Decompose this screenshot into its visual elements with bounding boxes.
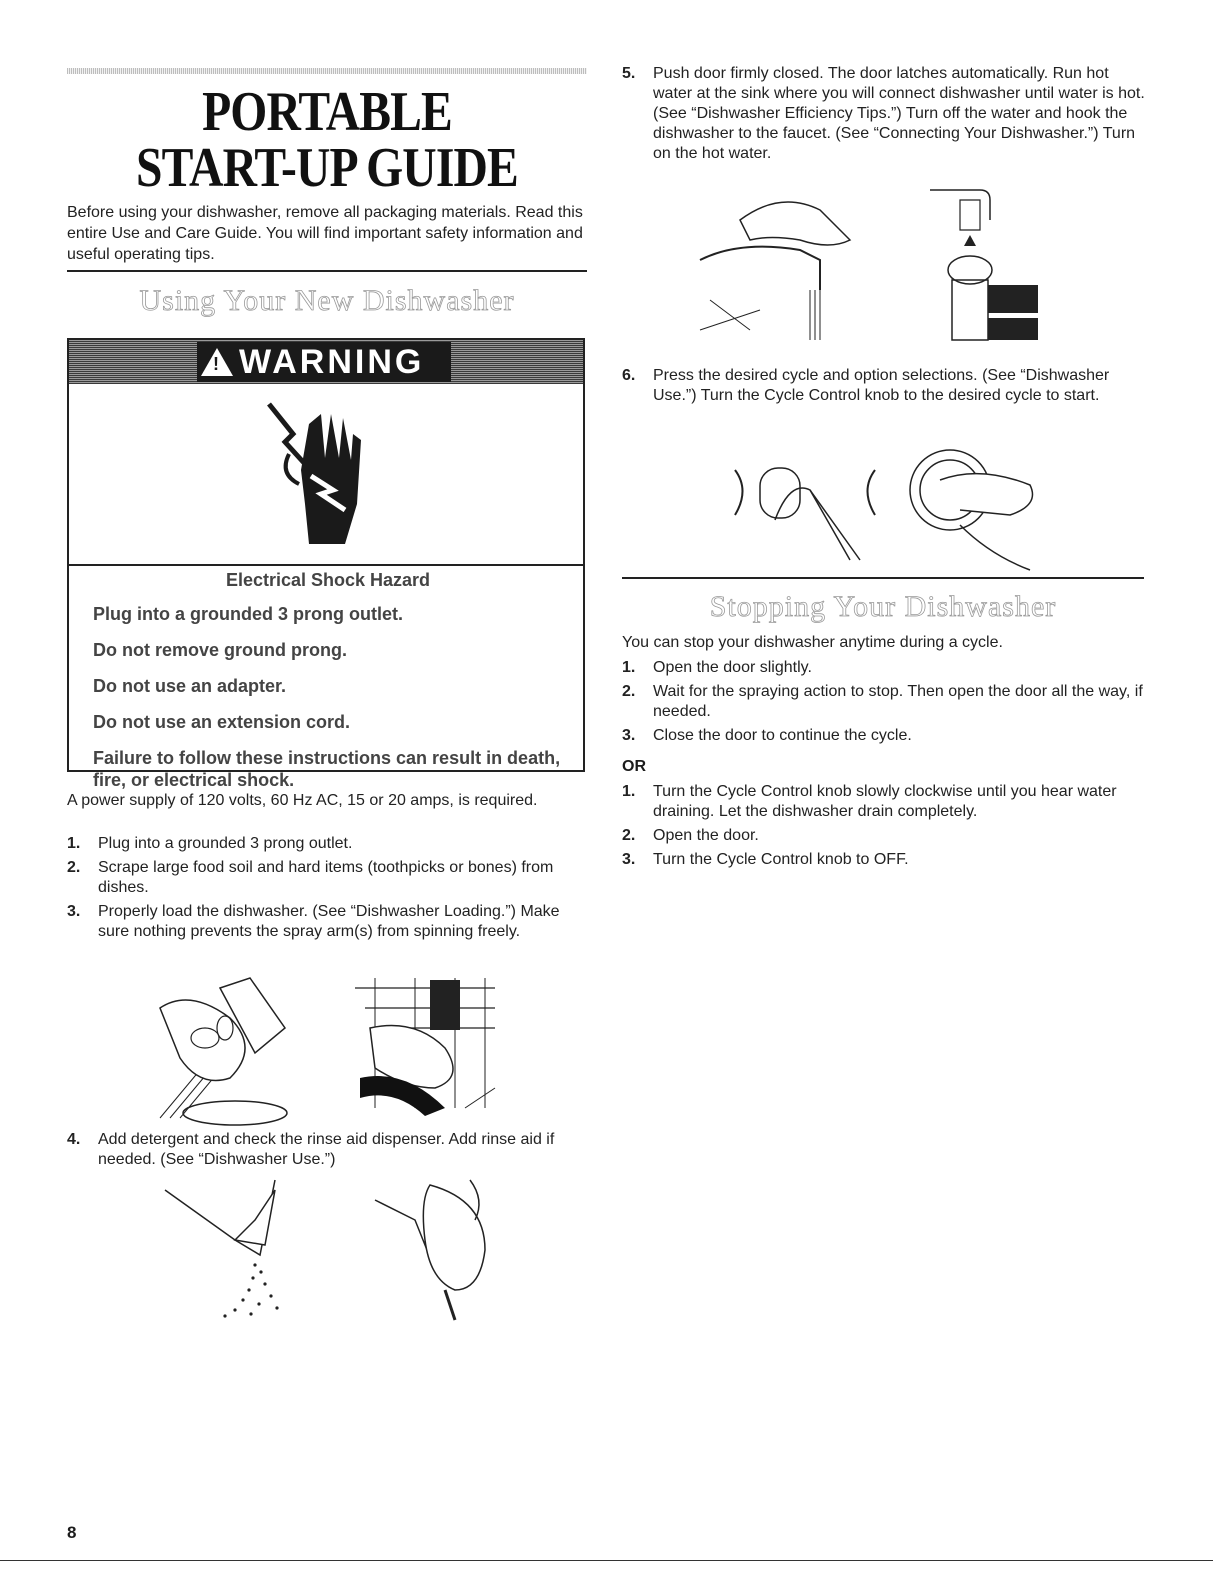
page-number: 8 (67, 1523, 77, 1542)
warning-box (67, 338, 585, 790)
step-text: Turn the Cycle Control knob to OFF. (653, 851, 909, 868)
steps-list-left (67, 834, 587, 946)
step-number: 2. (622, 683, 636, 700)
or-separator: OR (622, 758, 646, 775)
step-text: Wait for the spraying action to stop. Then open the door all the way, if needed. (653, 683, 1143, 720)
step-item (67, 834, 587, 854)
step-number: 1. (622, 783, 636, 800)
step-text: Open the door. (653, 827, 759, 844)
warning-label (197, 342, 451, 382)
page-title (67, 81, 587, 199)
step-number: 6. (622, 367, 636, 384)
step-number: 4. (67, 1131, 81, 1148)
detergent-illustration (165, 1180, 315, 1330)
intro-paragraph: Before using your dishwasher, remove all packaging materials. Read this entire Use and Care Guide. You will find important safety information and useful operating tips. (67, 204, 583, 263)
step-number: 1. (622, 659, 636, 676)
warning-text (93, 566, 563, 805)
step-item (622, 366, 1146, 406)
warning-header (69, 340, 583, 384)
press-cycle-button-illustration (730, 460, 880, 570)
step-item (67, 858, 587, 898)
warning-line: Failure to follow these instructions can result in death, fire, or electrical shock. (93, 748, 561, 790)
step-number: 5. (622, 65, 636, 82)
top-decorative-rule (67, 68, 587, 74)
shock-hazard-icon (249, 394, 389, 554)
title-line-1: PORTABLE (202, 81, 452, 143)
rinse-aid-illustration (375, 1180, 495, 1330)
warning-line: Plug into a grounded 3 prong outlet. (93, 604, 403, 624)
bottom-rule (0, 1560, 1213, 1561)
step-text: Scrape large food soil and hard items (toothpicks or bones) from dishes. (98, 859, 554, 896)
steps-list-right-6 (622, 366, 1146, 410)
load-dishwasher-illustration (355, 968, 505, 1128)
step-item (67, 902, 587, 942)
steps-list-left-4 (67, 1130, 587, 1174)
step-text: Add detergent and check the rinse aid dispenser. Add rinse aid if needed. (See “Dishwasher Use.”) (98, 1131, 555, 1168)
step-number: 3. (67, 903, 81, 920)
step-text: Open the door slightly. (653, 659, 812, 676)
step-item (622, 64, 1146, 164)
scrape-dishes-illustration (150, 968, 290, 1128)
faucet-adapter-illustration (930, 180, 1060, 350)
divider (67, 270, 587, 272)
title-line-2: START-UP GUIDE (136, 137, 518, 199)
step-number: 1. (67, 835, 81, 852)
steps-list-right-5 (622, 64, 1146, 168)
warning-line: Do not remove ground prong. (93, 640, 347, 660)
stopping-steps-a (622, 658, 1146, 750)
step-text: Plug into a grounded 3 prong outlet. (98, 835, 353, 852)
stopping-intro: You can stop your dishwasher anytime during a cycle. (622, 634, 1003, 651)
step-item (622, 726, 1146, 746)
step-number: 3. (622, 851, 636, 868)
turn-knob-illustration (900, 445, 1050, 575)
section-heading-stopping: Stopping Your Dishwasher (709, 590, 1057, 623)
section-heading-using: Using Your New Dishwasher (139, 284, 515, 317)
step-number: 3. (622, 727, 636, 744)
warning-line: Do not use an adapter. (93, 676, 287, 696)
divider (622, 577, 1144, 579)
step-item (67, 1130, 587, 1170)
step-item (622, 658, 1146, 678)
warning-line: Do not use an extension cord. (93, 712, 351, 732)
warning-label-text: WARNING (239, 343, 425, 381)
step-text: Push door firmly closed. The door latches automatically. Run hot water at the sink where you will connect dishwasher until water is hot. (See “Dishwasher Efficiency Tips.”) Turn off the water and hook the dishwasher to the faucet. (See “Connecting Your Dishwasher.”) Turn on the hot water. (653, 65, 1145, 162)
warning-graphic-area (69, 384, 583, 566)
power-requirement: A power supply of 120 volts, 60 Hz AC, 15 or 20 amps, is required. (67, 792, 538, 809)
step-number: 2. (67, 859, 81, 876)
stopping-steps-b (622, 782, 1146, 874)
step-text: Properly load the dishwasher. (See “Dishwasher Loading.”) Make sure nothing prevents the spray arm(s) from spinning freely. (98, 903, 560, 940)
step-item (622, 782, 1146, 822)
step-text: Close the door to continue the cycle. (653, 727, 912, 744)
step-text: Press the desired cycle and option selections. (See “Dishwasher Use.”) Turn the Cycle Control knob to the desired cycle to start. (653, 367, 1110, 404)
step-item (622, 826, 1146, 846)
step-item (622, 682, 1146, 722)
faucet-illustration (700, 180, 880, 340)
warning-triangle-icon: ! (201, 348, 233, 376)
hazard-title: Electrical Shock Hazard (225, 570, 431, 590)
step-item (622, 850, 1146, 870)
step-number: 2. (622, 827, 636, 844)
step-text: Turn the Cycle Control knob slowly clockwise until you hear water draining. Let the dishwasher drain completely. (653, 783, 1117, 820)
